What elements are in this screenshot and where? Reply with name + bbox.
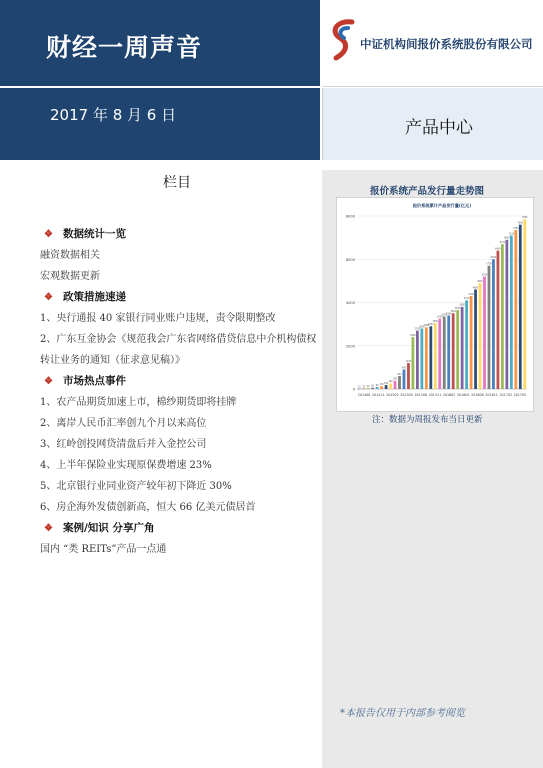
toc-item[interactable]: 1、央行通报 40 家银行同业账户违规，责令限期整改 [40, 313, 276, 324]
bar [394, 381, 397, 389]
data-label: 4100 [463, 297, 470, 301]
toc-section[interactable] [40, 287, 320, 308]
data-label: 3350 [441, 313, 448, 317]
section-title: 市场热点事件 [62, 375, 126, 387]
y-tick-label: 2000 [345, 344, 355, 349]
data-label: 1200 [405, 359, 412, 363]
data-label: 2700 [414, 327, 421, 331]
toc-item[interactable]: 融资数据相关 [40, 250, 100, 261]
y-tick-label: 4000 [345, 301, 355, 305]
x-tick-label: 201611 [485, 393, 498, 397]
data-label: 7850 [521, 216, 528, 220]
toc-item[interactable]: 国内 “类 REITs”产品一点通 [40, 544, 167, 555]
y-tick-label: 0 [352, 387, 355, 392]
bar [434, 323, 437, 389]
bar [376, 387, 379, 389]
x-tick-label: 201702 [499, 393, 513, 397]
section-title: 政策措施速递 [62, 291, 126, 303]
bar [474, 290, 477, 389]
bar [479, 283, 482, 389]
bar [438, 319, 441, 389]
bar [510, 235, 513, 389]
toc-item[interactable]: 4、上半年保险业实现原保费增速 23% [40, 460, 212, 471]
toc-item[interactable]: 5、北京银行业同业资产较年初下降近 30% [40, 481, 232, 492]
data-label: 2400 [410, 333, 416, 337]
toc-item[interactable]: 3、红岭创投网贷清盘后并入金控公司 [40, 439, 207, 450]
toc-item[interactable]: 宏观数据更新 [40, 271, 100, 282]
report-date: 2017 年 8 月 6 日 [50, 106, 177, 124]
data-label: 4600 [472, 286, 479, 290]
data-label: 3800 [459, 303, 465, 307]
bar [385, 385, 388, 389]
toc-section[interactable] [40, 518, 320, 539]
report-title: 财经一周声音 [46, 33, 203, 62]
data-label: 900 [401, 366, 407, 370]
bar [470, 296, 473, 389]
section-title: 案例/知识 分享广角 [62, 522, 155, 534]
data-label: 20 [362, 385, 366, 389]
data-label: 3050 [432, 319, 439, 323]
data-label: 180 [383, 381, 389, 385]
bar [425, 327, 428, 389]
data-label: 3500 [450, 310, 456, 314]
diamond-bullet-icon: ❖ [44, 292, 53, 303]
bar [514, 230, 517, 389]
x-tick-label: 201508 [414, 393, 428, 397]
bar [416, 331, 419, 389]
chart-heading: 报价系统产品发行量走势图 [370, 186, 485, 197]
bar [505, 240, 508, 389]
x-tick-label: 201505 [400, 393, 413, 397]
bar [389, 383, 392, 389]
bar [483, 277, 486, 389]
bar [461, 307, 464, 389]
x-tick-label: 201602 [442, 393, 456, 397]
issuance-bar-chart [337, 198, 533, 411]
data-label: 7100 [508, 232, 515, 236]
bar [420, 328, 423, 389]
data-label: 130 [379, 382, 384, 386]
data-label: 6400 [495, 247, 501, 251]
data-label: 2900 [428, 323, 434, 327]
data-label: 6900 [504, 236, 510, 240]
data-label: 5200 [481, 273, 488, 277]
toc-item[interactable]: 2、离岸人民币汇率创九个月以来高位 [40, 418, 207, 429]
chart-note: 注：数据为周报发布当日更新 [372, 415, 483, 425]
bar [488, 266, 491, 389]
bar [403, 370, 406, 389]
data-label: 4900 [477, 279, 483, 283]
data-label: 260 [388, 380, 393, 384]
company-name: 中证机构间报价系统股份有限公司 [360, 37, 533, 51]
data-label: 4300 [468, 292, 474, 296]
bar [492, 259, 495, 389]
data-label: 6000 [490, 256, 497, 260]
x-tick-label: 201408 [357, 393, 371, 397]
bar [447, 315, 450, 389]
product-center-label: 产品中心 [405, 118, 473, 138]
data-label: 3250 [436, 315, 443, 319]
bar [371, 388, 374, 389]
chart-title: 报价系统累计产品发行量(亿元) [412, 203, 472, 208]
data-label: 7600 [517, 221, 524, 225]
toc-heading: 栏目 [163, 175, 191, 191]
diamond-bullet-icon: ❖ [44, 523, 53, 534]
bar [452, 313, 455, 389]
bar [362, 389, 365, 390]
table-of-contents [40, 224, 320, 560]
toc-section[interactable] [40, 224, 320, 245]
data-label: 40 [366, 384, 370, 388]
bar [497, 251, 500, 389]
diamond-bullet-icon: ❖ [44, 229, 53, 240]
x-tick-label: 201608 [471, 393, 484, 397]
data-label: 600 [397, 372, 402, 376]
section-title: 数据统计一览 [62, 228, 126, 240]
bar [367, 388, 370, 389]
bar [358, 389, 361, 390]
data-label: 2850 [423, 324, 430, 328]
company-logo-icon [328, 18, 358, 64]
bar [398, 376, 401, 389]
x-tick-label: 201511 [428, 393, 442, 397]
data-label: 10 [357, 385, 361, 389]
data-label: 90 [375, 383, 379, 387]
bar [465, 300, 468, 389]
disclaimer: *本报告仅用于内部参考阅览 [340, 708, 465, 719]
bar [412, 337, 415, 389]
y-tick-label: 6000 [345, 257, 355, 262]
toc-item[interactable]: 6、房企海外发债创新高，恒大 66 亿美元债居首 [40, 502, 256, 513]
data-label: 3650 [454, 306, 461, 310]
bar [501, 244, 504, 389]
bar [429, 326, 432, 389]
toc-section[interactable] [40, 371, 320, 392]
x-tick-label: 201605 [456, 393, 470, 397]
bar [443, 317, 446, 389]
x-tick-label: 201705 [513, 393, 527, 397]
x-tick-label: 201502 [386, 393, 399, 397]
data-label: 60 [371, 384, 375, 388]
bar [456, 310, 459, 389]
data-label: 2800 [419, 325, 425, 329]
data-label: 6700 [499, 240, 506, 244]
y-tick-label: 8000 [345, 214, 355, 219]
chart-container [336, 197, 534, 412]
bar [519, 225, 522, 389]
bar [523, 219, 526, 389]
diamond-bullet-icon: ❖ [44, 376, 53, 387]
bar [407, 363, 410, 389]
data-label: 3400 [445, 312, 452, 316]
data-label: 380 [392, 377, 398, 381]
data-label: 7350 [513, 226, 519, 230]
bar [380, 386, 383, 389]
toc-item[interactable]: 2、广东互金协会《规范我会广东省网络借贷信息中介机构债权转让业务的通知（征求意见稿）》 [40, 334, 317, 366]
data-label: 5700 [486, 262, 492, 266]
toc-item[interactable]: 1、农产品期货加速上市，棉纱期货即将挂牌 [40, 397, 237, 408]
x-tick-label: 201411 [371, 393, 385, 397]
